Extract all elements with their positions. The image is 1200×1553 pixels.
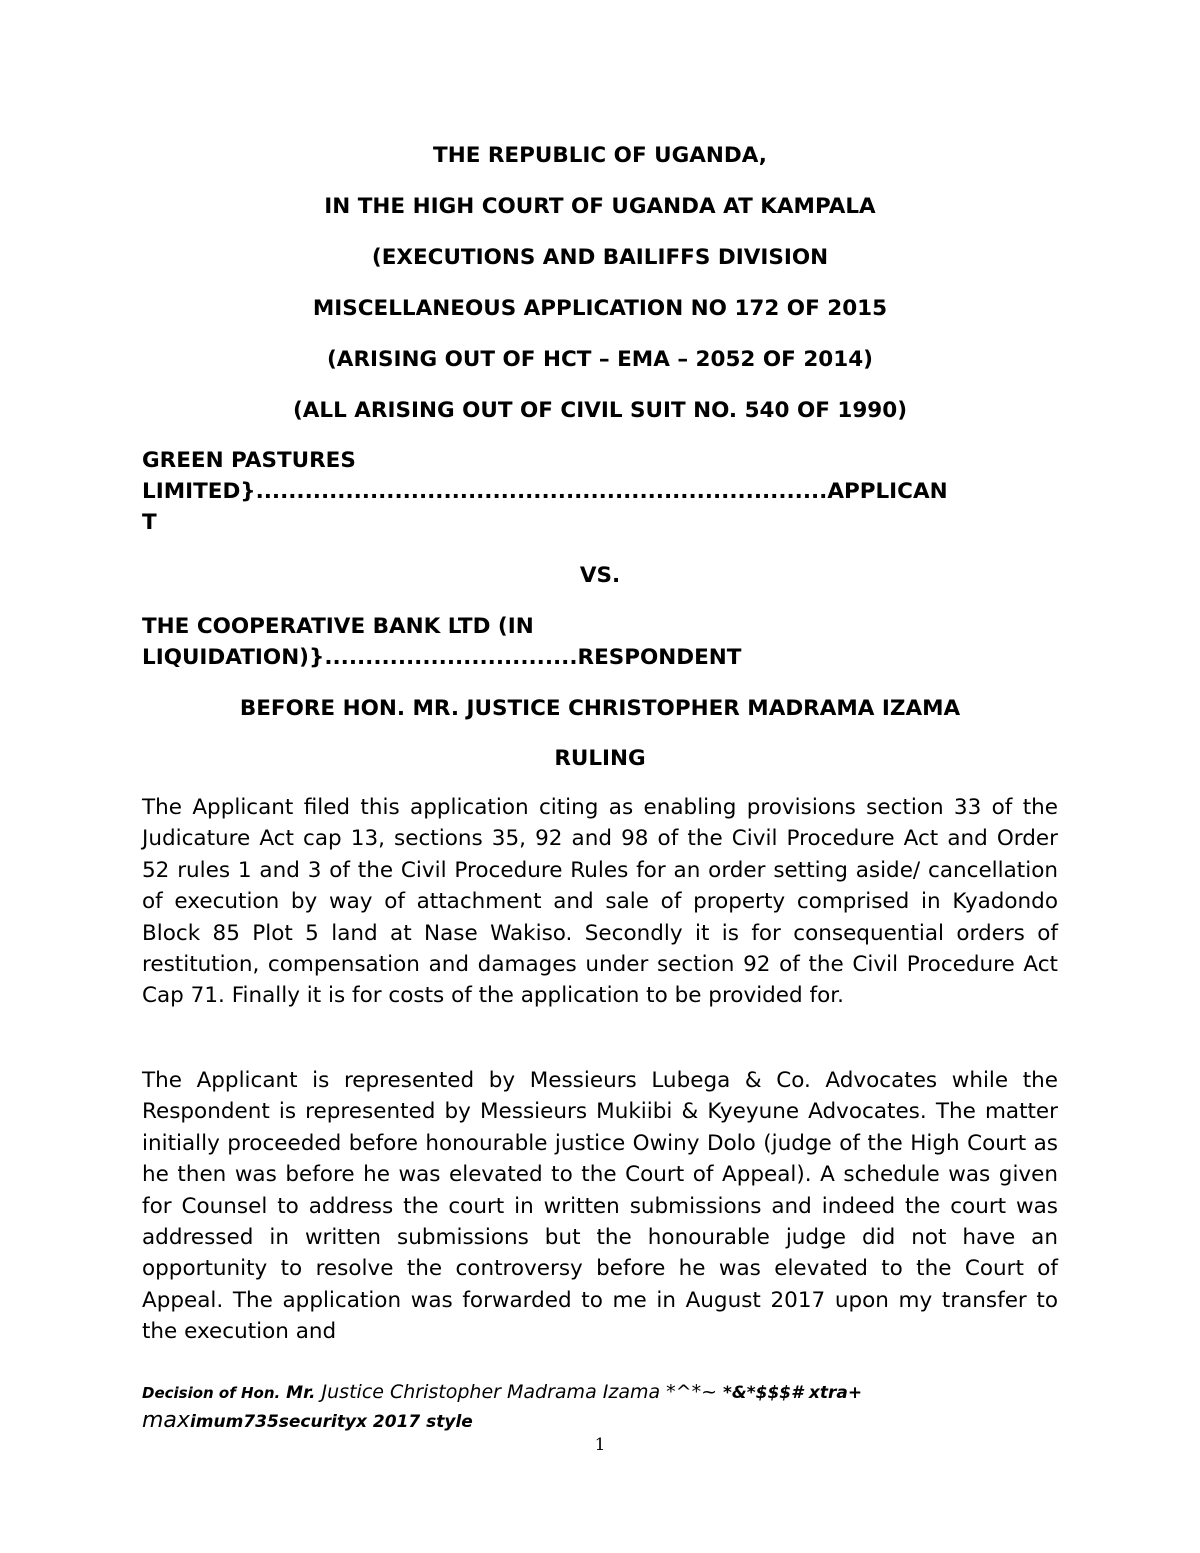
- page-number: 1: [594, 1435, 606, 1455]
- footer-symbols: *&*$$$# xtra+: [723, 1383, 863, 1403]
- applicant-line-2: LIMITED}......................................................................APPLICAN: [142, 479, 948, 504]
- heading-application-number: MISCELLANEOUS APPLICATION NO 172 OF 2015: [312, 296, 888, 321]
- paragraph-2-text: The Applicant is represented by Messieurs Lubega & Co. Advocates while the Respondent is represented by Messieurs Mukiibi & Kyeyune Advocates. The matter initially proceeded before honourable justice Owiny Dolo (judge of the High Court as he then was before he was elevated to the Court of Appeal). A schedule was given for Counsel to address the court in written submissions and indeed the court was addressed in written submissions but the honourable judge did not have an opportunity to resolve the controversy before he was elevated to the Court of Appeal. The application was forwarded to me in August 2017 upon my transfer to the execution and: [142, 1068, 1058, 1345]
- heading-division: (EXECUTIONS AND BAILIFFS DIVISION: [371, 245, 829, 270]
- footer-style: imum735securityx 2017 style: [189, 1412, 473, 1432]
- heading-republic: THE REPUBLIC OF UGANDA,: [433, 143, 767, 168]
- applicant-line-1: GREEN PASTURES: [142, 448, 356, 473]
- respondent-line-1: THE COOPERATIVE BANK LTD (IN: [142, 614, 534, 639]
- versus-label: VS.: [579, 563, 621, 588]
- paragraph-1-text: The Applicant filed this application citing as enabling provisions section 33 of the Judicature Act cap 13, sections 35, 92 and 98 of the Civil Procedure Act and Order 52 rules 1 and 3 of the Civil Procedure Rules for an order setting aside/ cancellation of execution by way of attachment and sale of property comprised in Kyadondo Block 85 Plot 5 land at Nase Wakiso. Secondly it is for consequential orders of restitution, compensation and damages under section 92 of the Civil Procedure Act Cap 71. Finally it is for costs of the application to be provided for.: [142, 795, 1058, 1009]
- ruling-title: RULING: [554, 746, 646, 771]
- respondent-line-2: LIQUIDATION)}...............................RESPONDENT: [142, 645, 742, 670]
- respondent-block: [142, 611, 1058, 673]
- footer-max: max: [142, 1408, 190, 1433]
- applicant-line-3: T: [142, 510, 157, 535]
- paragraph-2: [142, 1065, 1058, 1348]
- footer-mr: Mr.: [280, 1383, 316, 1403]
- heading-all-arising: (ALL ARISING OUT OF CIVIL SUIT NO. 540 OF 1990): [292, 398, 908, 423]
- footer-justice-name: Justice Christopher Madrama Izama *^*~: [315, 1381, 724, 1403]
- heading-arising-out-of: (ARISING OUT OF HCT – EMA – 2052 OF 2014): [326, 347, 873, 372]
- applicant-block: [142, 445, 1058, 538]
- footer-decision: Decision of Hon.: [142, 1384, 281, 1402]
- heading-court: IN THE HIGH COURT OF UGANDA AT KAMPALA: [324, 194, 876, 219]
- paragraph-1: [142, 792, 1058, 1012]
- page-footer: [142, 1378, 1058, 1436]
- before-judge: BEFORE HON. MR. JUSTICE CHRISTOPHER MADRAMA IZAMA: [239, 696, 961, 721]
